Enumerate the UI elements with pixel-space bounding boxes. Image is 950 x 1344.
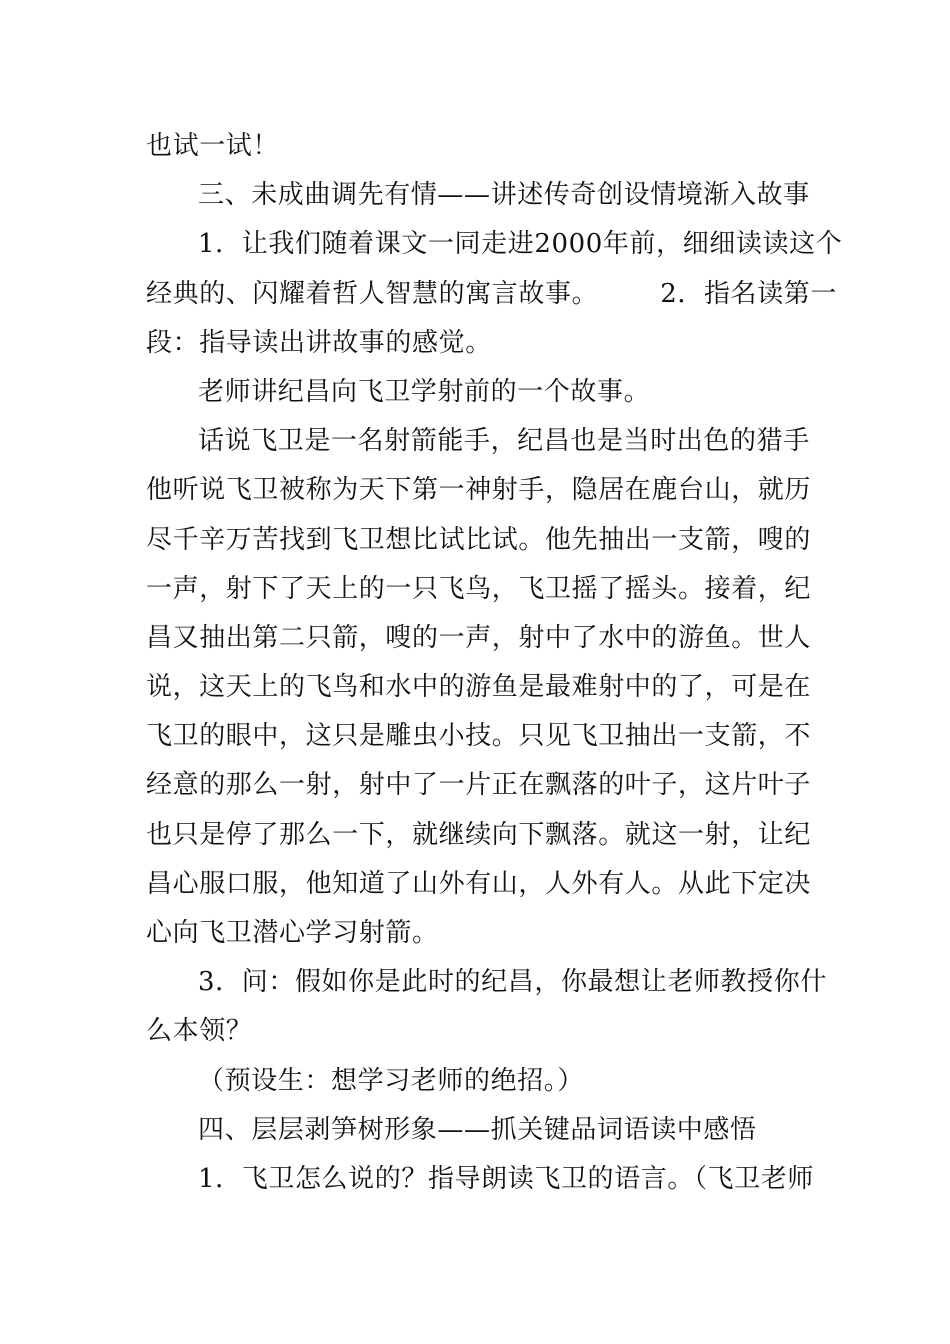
text-line: 尽千辛万苦找到飞卫想比试比试。他先抽出一支箭，嗖的 (146, 524, 812, 555)
text-line: 他听说飞卫被称为天下第一神射手，隐居在鹿台山，就历 (146, 475, 812, 506)
text-line: 也只是停了那么一下，就继续向下飘落。就这一射，让纪 (146, 819, 812, 850)
text-segment: 2．指名读第一 (660, 278, 837, 309)
text-line: 老师讲纪昌向飞卫学射前的一个故事。 (198, 376, 651, 407)
text-line: 昌又抽出第二只箭，嗖的一声，射中了水中的游鱼。世人 (146, 622, 812, 653)
text-line: 飞卫的眼中，这只是雕虫小技。只见飞卫抽出一支箭，不 (146, 721, 812, 752)
text-line: 经意的那么一射，射中了一片正在飘落的叶子，这片叶子 (146, 770, 812, 801)
text-line: 么本领？ (146, 1016, 253, 1047)
text-line: 说，这天上的飞鸟和水中的游鱼是最难射中的了，可是在 (146, 672, 812, 703)
text-line: 也试一试！ (146, 131, 280, 161)
text-line: 1．让我们随着课文一同走进2000年前，细细读读这个 (198, 229, 843, 260)
text-segment: 经典的、闪耀着哲人智慧的寓言故事。 (146, 278, 599, 309)
text-line: 心向飞卫潜心学习射箭。 (146, 918, 439, 948)
section-heading: 四、层层剥笋树形象——抓关键品词语读中感悟 (198, 1114, 757, 1145)
text-line: 一声，射下了天上的一只飞鸟，飞卫摇了摇头。接着，纪 (146, 573, 812, 604)
text-line: 话说飞卫是一名射箭能手，纪昌也是当时出色的猎手 (198, 426, 810, 457)
text-line (146, 270, 837, 319)
text-line: 段：指导读出讲故事的感觉。 (146, 327, 492, 358)
text-line: 3．问：假如你是此时的纪昌，你最想让老师教授你什 (198, 967, 827, 998)
text-line: 1．飞卫怎么说的？指导朗读飞卫的语言。（飞卫老师 (198, 1163, 814, 1194)
document-body (146, 122, 843, 1204)
text-line: 昌心服口服，他知道了山外有山，人外有人。从此下定决 (146, 868, 812, 899)
section-heading: 三、未成曲调先有情——讲述传奇创设情境渐入故事 (198, 180, 810, 211)
text-line: （预设生：想学习老师的绝招。） (198, 1065, 585, 1096)
